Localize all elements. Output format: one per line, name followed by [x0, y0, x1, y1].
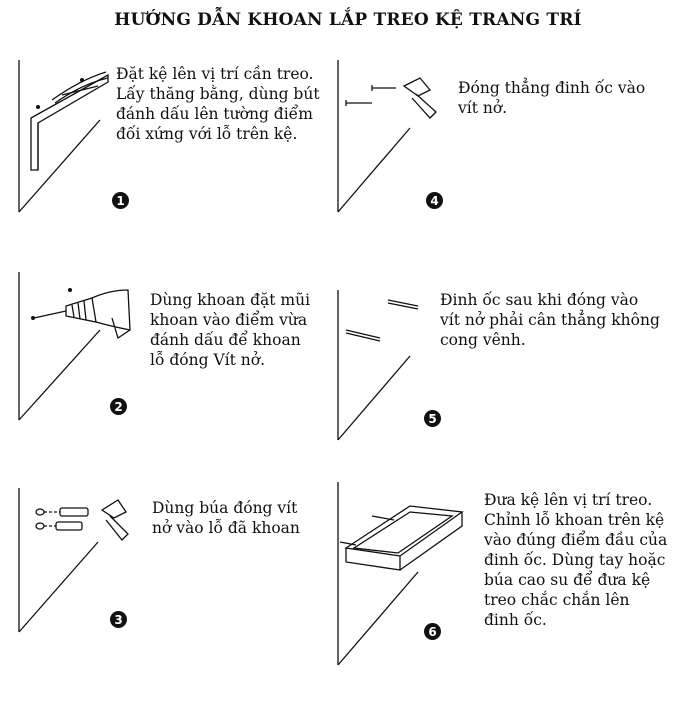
step-3-text: Dùng búa đóng vít nở vào lỗ đã khoan — [152, 499, 300, 537]
step-1-number: 1 — [112, 192, 129, 209]
step-6-number: 6 — [424, 623, 441, 640]
step-5-number: 5 — [424, 410, 441, 427]
step-4-text: Đóng thẳng đinh ốc vào vít nở. — [458, 79, 646, 117]
step-5-text: Đinh ốc sau khi đóng vào vít nở phải cân thẳng không cong vênh. — [440, 291, 660, 349]
page-title: HƯỚNG DẪN KHOAN LẮP TREO KỆ TRANG TRÍ — [114, 10, 582, 30]
step-3-number: 3 — [110, 611, 127, 628]
step-6-text: Đưa kệ lên vị trí treo. Chỉnh lỗ khoan trên kệ vào đúng điểm đầu của đinh ốc. Dùng tay hoặc búa cao su để đưa kệ treo chắc chắn lên đinh ốc. — [484, 491, 668, 629]
step-1-text: Đặt kệ lên vị trí cần treo. Lấy thăng bằng, dùng bút đánh dấu lên tường điểm đối xứng với lỗ trên kệ. — [116, 65, 320, 143]
step-2-text: Dùng khoan đặt mũi khoan vào điểm vừa đánh dấu để khoan lỗ đóng Vít nở. — [150, 291, 311, 369]
step-4-number: 4 — [426, 192, 443, 209]
step-2-number: 2 — [110, 398, 127, 415]
